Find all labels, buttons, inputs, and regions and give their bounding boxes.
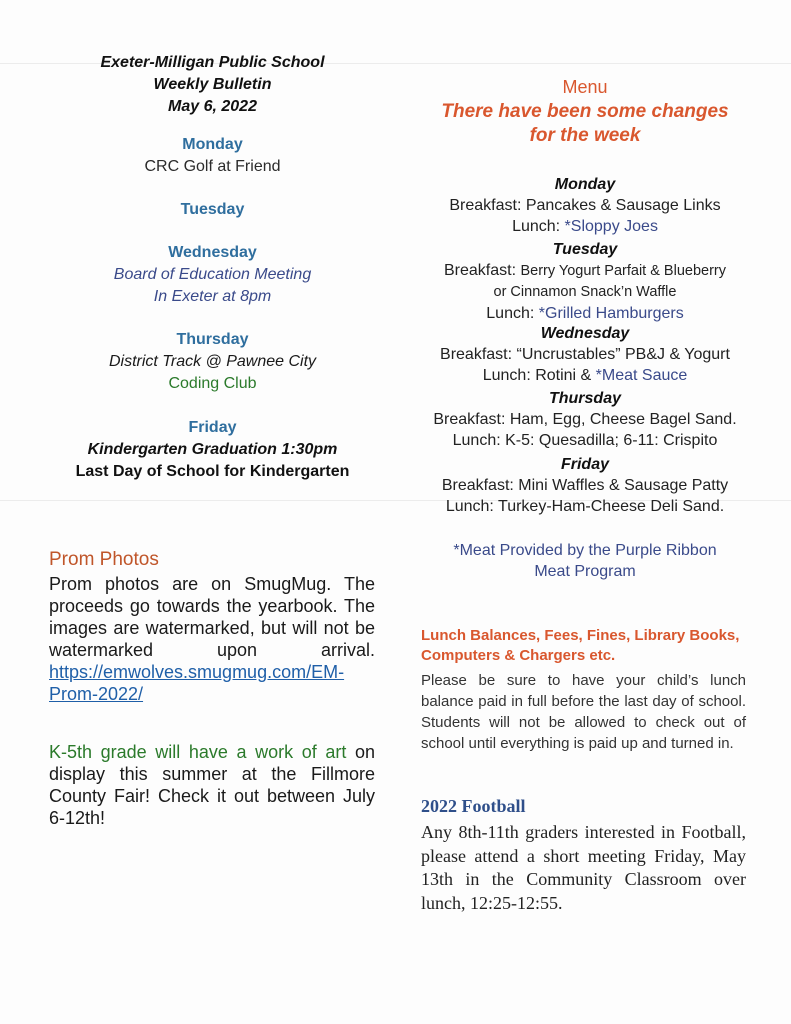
schedule-friday-note: Last Day of School for Kindergarten [75, 463, 350, 480]
menu-wednesday-breakfast: Breakfast: “Uncrustables” PB&J & Yogurt [440, 346, 730, 363]
prom-body [49, 573, 375, 705]
bulletin-header [40, 52, 385, 122]
bulletin-date: May 6, 2022 [168, 98, 257, 115]
menu-monday-lunch [410, 216, 760, 237]
menu-monday-lunch-prefix: Lunch: [512, 218, 565, 235]
menu-friday-breakfast: Breakfast: Mini Waffles & Sausage Patty [441, 477, 729, 494]
schedule-monday-label: Monday [182, 136, 243, 153]
schedule-wednesday-event: Board of Education Meeting [113, 266, 312, 283]
menu-header [410, 75, 760, 148]
menu-title: Menu [562, 77, 608, 97]
schedule-friday-event: Kindergarten Graduation 1:30pm [87, 441, 338, 458]
football-title: 2022 Football [421, 796, 526, 816]
lunch-balances-body: Please be sure to have your child’s lunch balance paid in full before the last day of school. Students will not be allowed to check out of school until everything is paid up and turned in. [421, 672, 746, 752]
schedule-monday-event: CRC Golf at Friend [144, 158, 281, 175]
weekly-schedule [40, 134, 385, 494]
menu-tuesday-lunch-prefix: Lunch: [486, 305, 539, 322]
menu-tuesday-lunch-meat: *Grilled Hamburgers [538, 305, 684, 322]
menu-thursday-lunch: Lunch: K-5: Quesadilla; 6-11: Crispito [452, 432, 718, 449]
menu-monday-label: Monday [554, 176, 616, 193]
menu-monday-breakfast: Breakfast: Pancakes & Sausage Links [449, 197, 721, 214]
k5-art-body [49, 741, 375, 829]
prom-link[interactable]: https://emwolves.smugmug.com/EM-Prom-2022/ [49, 662, 345, 704]
schedule-wednesday-location: In Exeter at 8pm [153, 288, 272, 305]
meat-note-line2: Meat Program [534, 563, 636, 580]
k5-art-section [49, 741, 375, 829]
menu-monday-lunch-meat: *Sloppy Joes [564, 218, 658, 235]
school-name: Exeter-Milligan Public School [100, 54, 325, 71]
menu-tuesday-lunch [410, 303, 760, 324]
bulletin-title: Weekly Bulletin [153, 76, 272, 93]
menu-wednesday-lunch-prefix: Lunch: Rotini & [482, 367, 596, 384]
meat-note-line1: *Meat Provided by the Purple Ribbon [453, 542, 717, 559]
football-body: Any 8th-11th graders interested in Football, please attend a short meeting Friday, May 13th in the Community Classroom over lunch, 12:25-12:55. [421, 822, 746, 913]
k5-art-text: on display this summer at the Fillmore County Fair! Check it out between July 6-12th! [49, 742, 375, 828]
menu-wednesday-lunch-meat: *Meat Sauce [595, 367, 688, 384]
schedule-thursday-event: District Track @ Pawnee City [108, 353, 317, 370]
menu-tuesday-breakfast [410, 260, 760, 282]
menu-tuesday-breakfast-line2: or Cinnamon Snack’n Waffle [493, 284, 677, 300]
k5-art-highlight: K-5th grade will have a work of art [49, 742, 347, 762]
menu-list [410, 174, 760, 519]
menu-tuesday-label: Tuesday [552, 241, 618, 258]
prom-title: Prom Photos [49, 549, 159, 570]
schedule-friday-label: Friday [188, 419, 237, 436]
schedule-wednesday-label: Wednesday [168, 244, 257, 261]
lunch-balances-section [421, 626, 746, 754]
menu-tuesday-breakfast-prefix: Breakfast: [443, 262, 521, 279]
menu-friday-label: Friday [560, 456, 609, 473]
menu-thursday-breakfast: Breakfast: Ham, Egg, Cheese Bagel Sand. [433, 411, 737, 428]
menu-wednesday-lunch [410, 365, 760, 386]
meat-provider-note [410, 540, 760, 582]
menu-subtitle-line2: for the week [529, 125, 641, 146]
schedule-thursday-label: Thursday [176, 331, 249, 348]
menu-thursday-label: Thursday [548, 390, 621, 407]
prom-text: Prom photos are on SmugMug. The proceeds go towards the yearbook. The images are watermarked, but will not be watermarked upon arrival. [49, 574, 375, 660]
football-section [421, 795, 746, 915]
menu-wednesday-label: Wednesday [540, 325, 630, 342]
menu-tuesday-breakfast-item: Berry Yogurt Parfait & Blueberry [520, 263, 726, 279]
prom-section [49, 548, 375, 705]
menu-friday-lunch: Lunch: Turkey-Ham-Cheese Deli Sand. [445, 498, 725, 515]
schedule-thursday-club: Coding Club [168, 375, 257, 392]
schedule-tuesday-label: Tuesday [180, 201, 245, 218]
lunch-balances-title: Lunch Balances, Fees, Fines, Library Books, Computers & Chargers etc. [421, 627, 740, 664]
menu-subtitle-line1: There have been some changes [441, 101, 729, 122]
